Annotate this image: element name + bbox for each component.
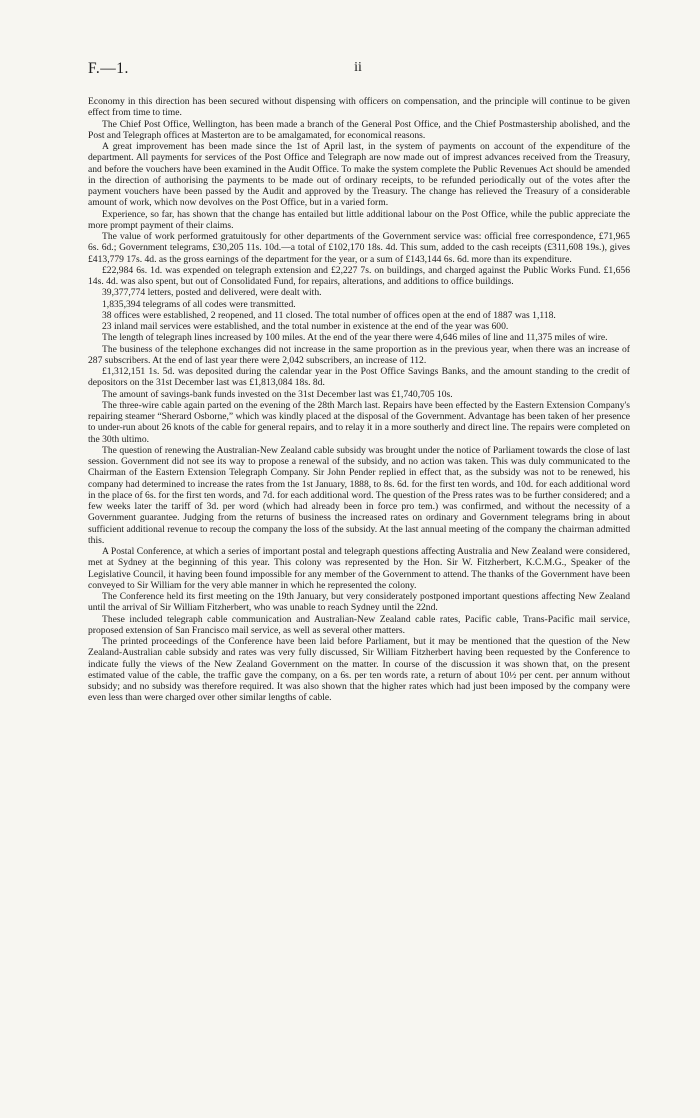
paragraph: The Conference held its first meeting on the 19th January, but very considerately postponed important questions affecting New Zealand until the arrival of Sir William Fitzherbert, who was unable to reach Sydney until the 22nd. [88,591,630,614]
paragraph: The printed proceedings of the Conference have been laid before Parliament, but it may be mentioned that the question of the New Zealand-Australian cable subsidy and rates was very fully discussed, Sir William Fitzherbert having been requested by the Conference to indicate fully the views of the New Zealand Government on the matter. In course of the discussion it was shown that, on the present estimated value of the cable, the traffic gave the company, on a 6s. per ten words rate, a return of about 10½ per cent. per annum without subsidy; and no subsidy was therefore required. It was also shown that the higher rates which had just been imposed by the company were even less than were charged over other similar lengths of cable. [88,636,630,704]
document-reference: F.—1. [88,60,129,77]
paragraph: 38 offices were established, 2 reopened, and 11 closed. The total number of offices open at the end of 1887 was 1,118. [102,309,556,321]
paragraph: Experience, so far, has shown that the change has entailed but little additional labour on the Post Office, while the public appreciate the more prompt payment of their claims. [88,208,630,231]
document-body [88,96,630,704]
paragraph: 39,377,774 letters, posted and delivered, were dealt with. [102,287,322,299]
page-number: ii [354,60,362,75]
paragraph: The value of work performed gratuitously for other departments of the Government service was: official free correspondence, £71,965 6s. 6d.; Government telegrams, £30,205 11s. 10d.—a total of £102,170 18s. 4d. This sum, added to the cash receipts (£311,608 19s.), gives £413,779 17s. 4d. as the gross earnings of the department for the year, or a sum of £143,144 6s. 6d. more than its expenditure. [88,231,630,265]
paragraph: 1,835,394 telegrams of all codes were transmitted. [102,298,296,310]
paragraph: These included telegraph cable communication and Australian-New Zealand cable rates, Pacific cable, Trans-Pacific mail service, proposed extension of San Francisco mail service, as well as several other matters. [88,613,630,636]
paragraph: The question of renewing the Australian-New Zealand cable subsidy was brought under the notice of Parliament towards the close of last session. Government did not see its way to propose a renewal of the subsidy, and no action was taken. This was duly communicated to the Chairman of the Eastern Extension Telegraph Company. Sir John Pender replied in effect that, as the subsidy was not to be renewed, his company had determined to increase the rates from the 1st January, 1888, to 8s. 6d. for the first ten words, and 10d. for each additional word in the place of 6s. for the first ten words, and 7d. for each additional word. The question of the Press rates was to be further considered; and a few weeks later the tariff of 3d. per word (which had already been in force pro tem.) was confirmed, and without the necessity of a Government guarantee. Judging from the returns of business the increased rates on ordinary and Government telegrams bring in about sufficient additional revenue to recoup the company the loss of the subsidy. At the last annual meeting of the company the chairman admitted this. [88,444,630,546]
paragraph: £1,312,151 1s. 5d. was deposited during the calendar year in the Post Office Savings Banks, and the amount standing to the credit of depositors on the 31st December last was £1,813,084 18s. 8d. [88,366,630,389]
paragraph: The length of telegraph lines increased by 100 miles. At the end of the year there were 4,646 miles of line and 11,375 miles of wire. [102,332,608,344]
paragraph: A Postal Conference, at which a series of important postal and telegraph questions affecting Australia and New Zealand were considered, met at Sydney at the beginning of this year. This colony was represented by the Hon. Sir W. Fitzherbert, K.C.M.G., Speaker of the Legislative Council, it having been found impossible for any member of the Government to attend. The thanks of the Government have been conveyed to Sir William for the very able manner in which he represented the colony. [88,546,630,591]
paragraph: The amount of savings-bank funds invested on the 31st December last was £1,740,705 10s. [102,388,453,400]
paragraph: The Chief Post Office, Wellington, has been made a branch of the General Post Office, and the Chief Postmastership abolished, and the Post and Telegraph offices at Masterton are to be amalgamated, for economical reasons. [88,118,630,141]
paragraph: A great improvement has been made since the 1st of April last, in the system of payments on account of the expenditure of the department. All payments for services of the Post Office and Telegraph are now made out of imprest advances received from the Treasury, and before the vouchers have been examined in the Audit Office. To make the system complete the Public Revenues Act should be amended in the direction of authorising the payments to be made out of ordinary receipts, to be refunded periodically out of the votes after the payment vouchers have been passed by the Audit and approved by the Treasury. The change has relieved the Treasury of a considerable amount of work, which now devolves on the Post Office, but in a varied form. [88,141,630,209]
page-header [88,60,628,80]
paragraph: 23 inland mail services were established, and the total number in existence at the end of the year was 600. [102,321,509,332]
paragraph: £22,984 6s. 1d. was expended on telegraph extension and £2,227 7s. on buildings, and charged against the Public Works Fund. £1,656 14s. 4d. was also spent, but out of Consolidated Fund, for repairs, alterations, and additions to office buildings. [88,264,630,287]
paragraph: The three-wire cable again parted on the evening of the 28th March last. Repairs have been effected by the Eastern Extension Company's repairing steamer “Sherard Osborne,” which was kindly placed at the disposal of the Government. Advantage has been taken of her presence to under-run about 26 knots of the cable for general repairs, and to relay it in a more southerly and direct line. The repairs were completed on the 30th ultimo. [88,399,630,445]
paragraph: The business of the telephone exchanges did not increase in the same proportion as in the previous year, when there was an increase of 287 subscribers. At the end of last year there were 2,042 subscribers, an increase of 112. [88,343,630,366]
paragraph: Economy in this direction has been secured without dispensing with officers on compensation, and the principle will continue to be given effect from time to time. [88,96,630,119]
